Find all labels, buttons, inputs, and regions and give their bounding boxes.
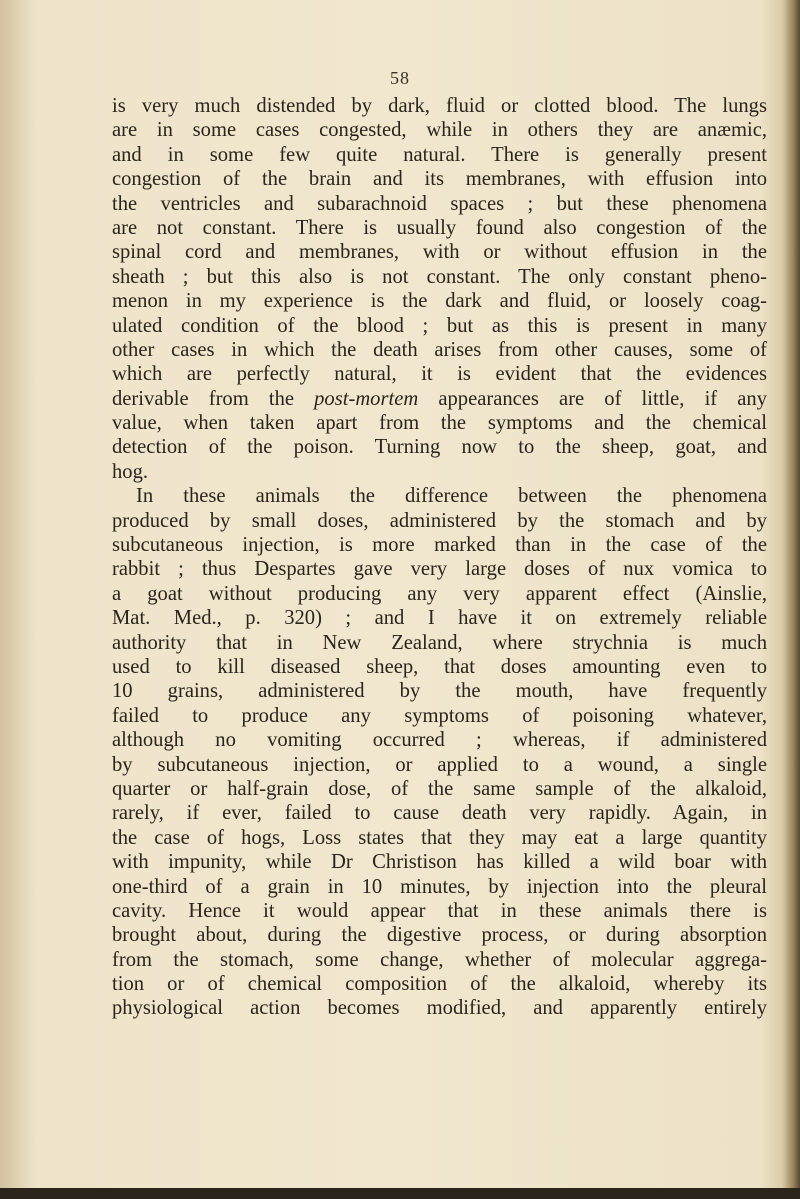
text-line: 10 grains, administered by the mouth, have frequently: [112, 680, 767, 703]
text-line: with impunity, while Dr Christison has killed a wild boar with: [112, 851, 767, 874]
gutter-shadow: [0, 0, 38, 1199]
text-line: which are perfectly natural, it is evident that the evidences: [112, 363, 767, 386]
text-line: other cases in which the death arises from other causes, some of: [112, 338, 767, 361]
text-line: although no vomiting occurred ; whereas, if administered: [112, 729, 767, 752]
text-line: Mat. Med., p. 320) ; and I have it on extremely reliable: [112, 607, 767, 630]
text-line: is very much distended by dark, fluid or clotted blood. The lungs: [112, 95, 767, 117]
text-line: physiological action becomes modified, and apparently entirely: [112, 997, 767, 1020]
body-text: [112, 94, 767, 1021]
italic-term: post-mortem: [314, 387, 419, 410]
text-line: failed to produce any symptoms of poisoning whatever,: [112, 704, 767, 727]
text-line: spinal cord and membranes, with or without effusion in the: [112, 241, 767, 264]
text-line: value, when taken apart from the symptoms and the chemical: [112, 412, 767, 435]
text-line: brought about, during the digestive process, or during absorption: [112, 924, 767, 947]
text-line: the case of hogs, Loss states that they may eat a large quantity: [112, 826, 767, 849]
text-line: In these animals the difference between the phenomena: [136, 485, 767, 508]
text-line: cavity. Hence it would appear that in these animals there is: [112, 899, 767, 922]
text-line: sheath ; but this also is not constant. The only constant pheno-: [112, 265, 767, 288]
text-line: the ventricles and subarachnoid spaces ; but these phenomena: [112, 192, 767, 215]
page-number: 58: [390, 68, 410, 88]
text-line: by subcutaneous injection, or applied to a wound, a single: [112, 753, 767, 776]
text-line: authority that in New Zealand, where strychnia is much: [112, 631, 767, 654]
text-line: derivable from the post-mortem appearances are of little, if any: [112, 387, 767, 410]
text-line: a goat without producing any very apparent effect (Ainslie,: [112, 582, 767, 605]
text-line: subcutaneous injection, is more marked than in the case of the: [112, 534, 767, 557]
text-line: and in some few quite natural. There is generally present: [112, 143, 767, 166]
text-line: congestion of the brain and its membranes, with effusion into: [112, 168, 767, 191]
bottom-edge: [0, 1188, 800, 1199]
text-line: quarter or half-grain dose, of the same sample of the alkaloid,: [112, 777, 767, 800]
text-line: used to kill diseased sheep, that doses amounting even to: [112, 655, 767, 678]
text-line: produced by small doses, administered by the stomach and by: [112, 509, 767, 532]
page-edge: [782, 0, 800, 1199]
text-line: are in some cases congested, while in others they are anæmic,: [112, 119, 767, 142]
text-line: rarely, if ever, failed to cause death very rapidly. Again, in: [112, 802, 767, 825]
text-line: are not constant. There is usually found also congestion of the: [112, 216, 767, 239]
text-line: rabbit ; thus Despartes gave very large doses of nux vomica to: [112, 558, 767, 581]
text-line: menon in my experience is the dark and fluid, or loosely coag-: [112, 290, 767, 313]
text-line: one-third of a grain in 10 minutes, by injection into the pleural: [112, 875, 767, 898]
text-line: hog.: [112, 460, 149, 483]
text-line: tion or of chemical composition of the alkaloid, whereby its: [112, 973, 767, 996]
text-line: detection of the poison. Turning now to the sheep, goat, and: [112, 436, 767, 459]
text-line: from the stomach, some change, whether of molecular aggrega-: [112, 948, 767, 971]
text-line: ulated condition of the blood ; but as this is present in many: [112, 314, 767, 337]
